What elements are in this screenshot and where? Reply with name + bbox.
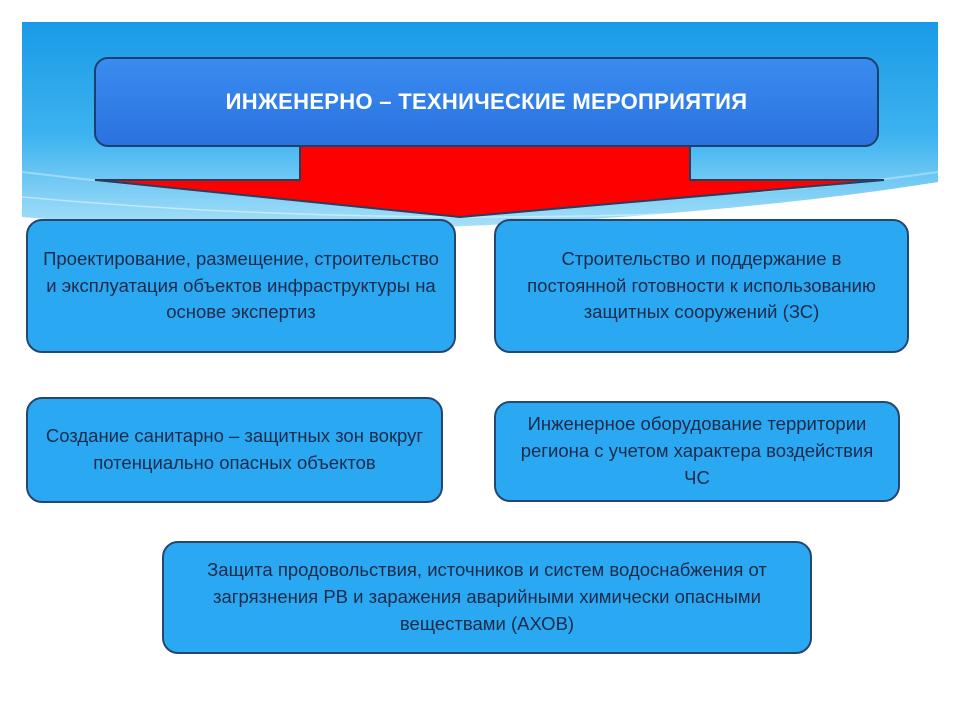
measure-text: Инженерное оборудование территории региона с учетом характера воздействия ЧС [520, 413, 874, 488]
measure-text: Создание санитарно – защитных зон вокруг потенциально опасных объектов [45, 425, 424, 473]
title-box [94, 57, 879, 147]
measure-box-infrastructure [26, 219, 456, 353]
measure-box-territory-equipment [494, 401, 900, 502]
red-arrow-shape [95, 146, 884, 217]
measure-box-food-water-protection [162, 541, 812, 654]
measure-text: Проектирование, размещение, строительство и эксплуатация объектов инфраструктуры на основе экспертиз [43, 247, 439, 323]
measure-box-sanitary-zones [26, 397, 443, 503]
title-text: ИНЖЕНЕРНО – ТЕХНИЧЕСКИЕ МЕРОПРИЯТИЯ [225, 89, 748, 114]
measure-text: Строительство и поддержание в постоянной готовности к использованию защитных сооружений (ЗС) [527, 247, 876, 323]
measure-box-protective-structures [494, 219, 909, 353]
measure-text: Защита продовольствия, источников и систем водоснабжения от загрязнения РВ и заражения аварийными химически опасными веществами (АХОВ) [207, 559, 767, 634]
